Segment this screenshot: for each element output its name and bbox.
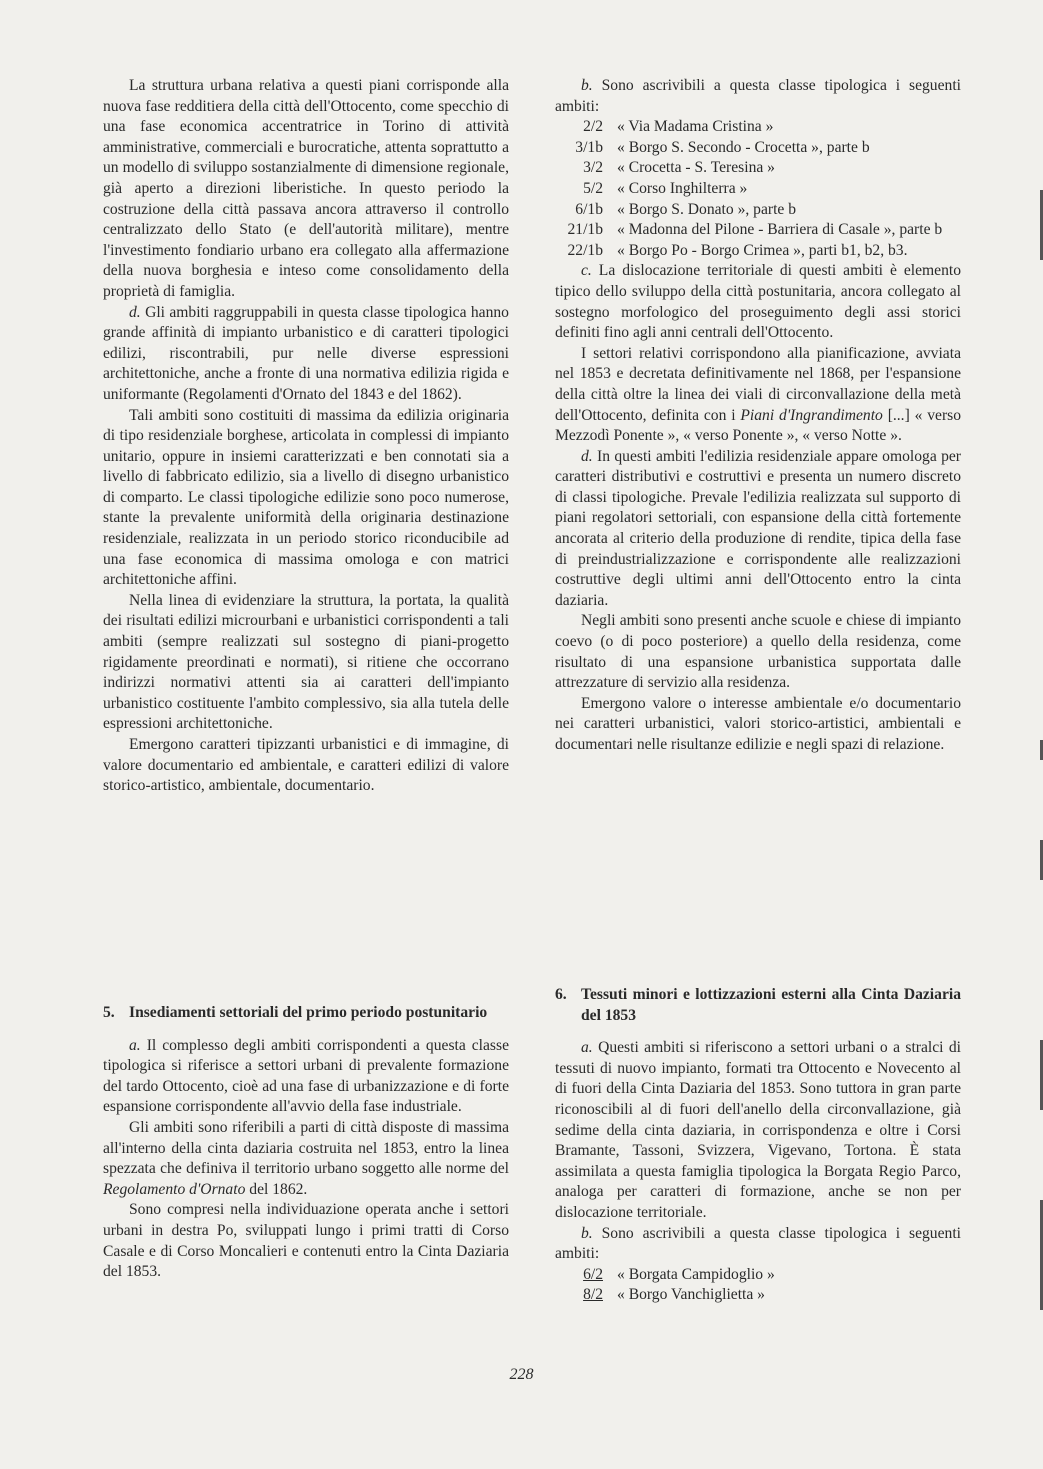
- ambiti-list: [555, 1265, 961, 1306]
- paragraph-text: Gli ambiti raggruppabili in questa classe tipologica hanno grande affinità di impianto urbanistico e di caratteri tipologici edilizi, riscontrabili, pur nelle diverse espressioni architettoniche, anche a fronte di una normativa edilizia rigida e uniformante (Regolamenti d'Ornato del 1843 e del 1862).: [103, 303, 509, 403]
- paragraph-c: [555, 261, 961, 343]
- paragraph: Emergono caratteri tipizzanti urbanistici e di immagine, di valore documentario ed ambientale, e caratteri edilizi di valore storico-artistico, ambientale, documentario.: [103, 736, 509, 795]
- left-column: [103, 76, 509, 797]
- paragraph-text: Gli ambiti sono riferibili a parti di città disposte di massima all'interno della cinta daziaria costruita nel 1853, entro la linea spezzata che definiva il territorio urbano soggetto alle norme del: [103, 1118, 509, 1178]
- ambito-name: « Borgo S. Secondo - Crocetta », parte b: [617, 138, 870, 156]
- paragraph-text: Questi ambiti si riferiscono a settori urbani o a stralci di tessuti di nuovo impianto, formati tra Ottocento e Novecento al di fuori della Cinta Daziaria del 1853. Sono tuttora in gran parte riconoscibili al di fuori dell'anello della circonvallazione, già sedime della cinta daziaria, in corrispondenza e oltre i Corsi Bramante, Tassoni, Svizzera, Vigevano, Tortona. È stata assimilata a questa famiglia tipologica la Borgata Regio Parco, analoga per caratteri di formazione, anche se non per dislocazione territoriale.: [555, 1039, 961, 1221]
- item-letter: d.: [581, 447, 593, 465]
- ambito-name: « Borgata Campidoglio »: [617, 1265, 775, 1283]
- ambito-code: 3/1b: [575, 138, 603, 156]
- section-title: Tessuti minori e lottizzazioni esterni alla Cinta Daziaria del 1853: [581, 986, 961, 1024]
- list-item: [555, 158, 961, 179]
- paragraph-b: [555, 76, 961, 117]
- paragraph-d: [555, 447, 961, 612]
- ambito-code: 8/2: [583, 1286, 603, 1304]
- ambito-code: 2/2: [583, 118, 603, 136]
- ambito-code: 22/1b: [567, 241, 603, 259]
- right-column: [555, 76, 961, 756]
- paragraph-text: Sono ascrivibili a questa classe tipologica i seguenti ambiti:: [555, 77, 961, 115]
- list-item: [555, 179, 961, 200]
- section-number: 5.: [103, 1004, 115, 1021]
- list-item: [555, 241, 961, 262]
- paragraph: Emergono valore o interesse ambientale e/o documentario nei caratteri urbanistici, valori storico-artistici, ambientali e documentari nelle risultanze edilizie e negli spazi di relazione.: [555, 694, 961, 753]
- paragraph: Tali ambiti sono costituiti di massima da edilizia originaria di tipo residenziale borghese, articolata in complessi di impianto unitario, oppure in insiemi caratterizzati e ben connotati sia a livello di fabbricato edilizio, sia a livello di disegno urbanistico di comparto. Le classi tipologiche edilizie sono poco numerose, stante la prevalente uniformità della originaria destinazione residenziale, realizzata in un periodo storico riconducibile ad una fase economica di massima omologa e con matrici architettoniche affini.: [103, 406, 509, 589]
- paragraph: [103, 1118, 509, 1200]
- paragraph: Negli ambiti sono presenti anche scuole e chiese di impianto coevo (o di poco posteriore) a quello della residenza, come risultato di una espansione urbanistica supportata dalle attrezzature di servizio alla residenza.: [555, 612, 961, 692]
- item-letter: a.: [581, 1039, 593, 1057]
- ambito-code: 3/2: [583, 159, 603, 177]
- section-title: Insediamenti settoriali del primo periodo postunitario: [129, 1004, 488, 1021]
- section-5: [103, 1003, 509, 1283]
- list-item: [555, 117, 961, 138]
- paragraph: La struttura urbana relativa a questi piani corrisponde alla nuova fase redditiera della città dell'Ottocento, come specchio di una fase economica accentratrice in Torino di attività amministrative, commerciali e burocratiche, attenta soprattutto a un modello di sviluppo sostanzialmente di dimensione regionale, già aperto a direzioni liberistiche. In questo periodo la costruzione della città passava ancora attraverso il controllo centralizzato dello Stato (e dell'autorità militare), mentre l'investimento fondiario urbano era collegato alla affermazione della nuova borghesia e inteso come consolidamento della proprietà di famiglia.: [103, 77, 509, 300]
- paragraph: Sono compresi nella individuazione operata anche i settori urbani in destra Po, sviluppati lungo i primi tratti di Corso Casale e di Corso Moncalieri e contenuti entro la Cinta Daziaria del 1853.: [103, 1201, 509, 1281]
- ambiti-list: [555, 117, 961, 261]
- paragraph-text: Sono ascrivibili a questa classe tipologica i seguenti ambiti:: [555, 1224, 961, 1263]
- ambito-name: « Borgo Po - Borgo Crimea », parti b1, b2, b3.: [617, 241, 908, 259]
- paragraph-a: [555, 1038, 961, 1223]
- paragraph: [555, 344, 961, 447]
- ambito-code: 6/2: [583, 1265, 603, 1283]
- ambito-name: « Corso Inghilterra »: [617, 179, 748, 197]
- paragraph-text: I settori relativi corrispondono alla pianificazione, avviata nel 1853 e decretata definitivamente nel 1868, per l'espansione della città oltre la linea dei viali di circonvallazione della metà dell'Ottocento, definita con i: [555, 344, 961, 424]
- ambito-name: « Borgo S. Donato », parte b: [617, 200, 797, 218]
- list-item: [555, 200, 961, 221]
- list-item: [555, 1265, 961, 1286]
- section-number: 6.: [555, 986, 567, 1003]
- section-heading: [103, 1003, 509, 1024]
- ambito-name: « Borgo Vanchiglietta »: [617, 1286, 765, 1304]
- paragraph-text: [...] « verso Mezzodì Ponente », « verso Ponente », « verso Notte ».: [555, 406, 962, 445]
- item-letter: a.: [129, 1036, 141, 1054]
- italic-title: Piani d'Ingrandimento: [740, 406, 883, 424]
- paragraph-text: del 1862.: [249, 1180, 308, 1198]
- paragraph-a: [103, 1036, 509, 1118]
- item-letter: b.: [581, 77, 593, 94]
- list-item: [555, 1285, 961, 1306]
- list-item: [555, 138, 961, 159]
- ambito-code: 6/1b: [575, 200, 603, 218]
- ambito-code: 21/1b: [567, 221, 603, 239]
- paragraph-text: Il complesso degli ambiti corrispondenti a questa classe tipologica si riferisce a settori urbani di prevalente formazione del tardo Ottocento, cioè ad una fase di urbanizzazione e di forte espansione corrispondente all'avvio della fase industriale.: [103, 1036, 509, 1116]
- item-letter: b.: [581, 1224, 593, 1242]
- paragraph-d: [103, 303, 509, 406]
- paragraph-text: In questi ambiti l'edilizia residenziale appare omologa per caratteri distributivi e costruttivi e presenta un numero discreto di classi tipologiche. Prevale l'edilizia realizzata sul supporto di piani regolatori settoriali, con espansione della città fortemente ancorata al criterio della produzione di rendite, tipica della fase di preindustrializzazione e corrispondente alle realizzazioni costruttive degli ultimi anni dell'Ottocento entro la cinta daziaria.: [555, 447, 961, 609]
- ambito-name: « Crocetta - S. Teresina »: [617, 159, 775, 177]
- page-number: 228: [509, 1366, 534, 1383]
- paragraph-b: [555, 1224, 961, 1265]
- italic-title: Regolamento d'Ornato: [103, 1180, 246, 1198]
- item-letter: c.: [581, 262, 592, 280]
- ambito-name: « Via Madama Cristina »: [617, 118, 774, 136]
- paragraph: Nella linea di evidenziare la struttura, la portata, la qualità dei risultati edilizi microurbani e urbanistici corrispondenti a tali ambiti (sempre realizzati sul sostegno di piani-progetto rigidamente preordinati e normati), si ritiene che occorrano indirizzi normativi attenti sia ai caratteri dell'impianto urbanistico costituente l'ambito complessivo, sia alla tutela delle espressioni architettoniche.: [103, 591, 509, 733]
- section-heading: [555, 985, 961, 1026]
- ambito-code: 5/2: [583, 179, 603, 197]
- item-letter: d.: [129, 303, 141, 321]
- paragraph-text: La dislocazione territoriale di questi ambiti è elemento tipico dello sviluppo della città postunitaria, ancora collegato al sostegno morfologico del proseguimento degli assi storici definiti fino agli anni centrali dell'Ottocento.: [555, 262, 961, 342]
- section-6: [555, 985, 961, 1306]
- ambito-name: « Madonna del Pilone - Barriera di Casale », parte b: [617, 221, 943, 239]
- list-item: [555, 220, 961, 241]
